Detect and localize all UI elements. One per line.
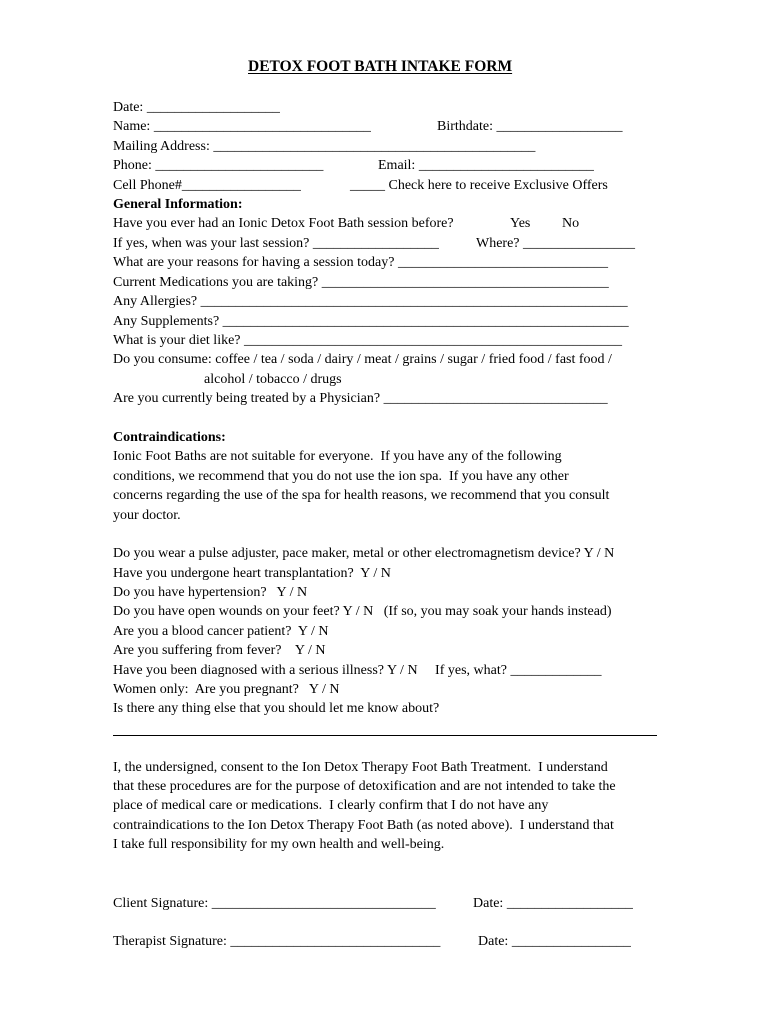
name-field[interactable]: Name: _______________________________ (113, 119, 371, 134)
date-field[interactable]: Date: ___________________ (113, 100, 280, 115)
consent-line: contraindications to the Ion Detox Therapy Foot Bath (as noted above). I understand that (113, 818, 614, 833)
previous-session-question: Have you ever had an Ionic Detox Foot Bath session before? (113, 216, 454, 231)
heart-transplant-question[interactable]: Have you undergone heart transplantation? Y / N (113, 566, 391, 581)
therapist-signature-date-field[interactable]: Date: _________________ (478, 934, 631, 949)
diet-field[interactable]: What is your diet like? ______________________________________________________ (113, 333, 623, 348)
open-wounds-question[interactable]: Do you have open wounds on your feet? Y / N (If so, you may soak your hands instead) (113, 604, 612, 619)
phone-field[interactable]: Phone: ________________________ (113, 158, 324, 173)
physician-field[interactable]: Are you currently being treated by a Physician? ________________________________ (113, 391, 608, 406)
serious-illness-question[interactable]: Have you been diagnosed with a serious illness? Y / N If yes, what? _____________ (113, 663, 602, 678)
previous-session-yes[interactable]: Yes (510, 216, 531, 231)
general-information-heading: General Information: (113, 197, 243, 212)
medications-field[interactable]: Current Medications you are taking? _________________________________________ (113, 275, 609, 290)
birthdate-field[interactable]: Birthdate: __________________ (437, 119, 623, 134)
electromagnetic-device-question[interactable]: Do you wear a pulse adjuster, pace maker, metal or other electromagnetism device? Y / N (113, 546, 615, 561)
consume-question-line-1: Do you consume: coffee / tea / soda / dairy / meat / grains / sugar / fried food / fast food / (113, 352, 612, 367)
consent-line: I take full responsibility for my own health and well-being. (113, 837, 445, 852)
anything-else-answer-line[interactable] (113, 735, 657, 736)
contraindications-intro-line: concerns regarding the use of the spa for health reasons, we recommend that you consult (113, 488, 610, 503)
form-title: DETOX FOOT BATH INTAKE FORM (248, 58, 513, 75)
anything-else-question: Is there any thing else that you should let me know about? (113, 701, 440, 716)
last-session-field[interactable]: If yes, when was your last session? __________________ (113, 236, 439, 251)
contraindications-intro-line: conditions, we recommend that you do not use the ion spa. If you have any other (113, 469, 569, 484)
reasons-field[interactable]: What are your reasons for having a session today? ______________________________ (113, 255, 608, 270)
where-field[interactable]: Where? ________________ (476, 236, 636, 251)
exclusive-offers-checkbox[interactable]: _____ Check here to receive Exclusive Offers (350, 178, 608, 193)
previous-session-no[interactable]: No (562, 216, 580, 231)
consent-line: place of medical care or medications. I clearly confirm that I do not have any (113, 798, 549, 813)
client-signature-date-field[interactable]: Date: __________________ (473, 896, 633, 911)
fever-question[interactable]: Are you suffering from fever? Y / N (113, 643, 326, 658)
supplements-field[interactable]: Any Supplements? __________________________________________________________ (113, 314, 629, 329)
allergies-field[interactable]: Any Allergies? _____________________________________________________________ (113, 294, 628, 309)
therapist-signature-field[interactable]: Therapist Signature: ______________________________ (113, 934, 441, 949)
mailing-address-field[interactable]: Mailing Address: ______________________________________________ (113, 139, 536, 154)
email-field[interactable]: Email: _________________________ (378, 158, 594, 173)
consent-line: that these procedures are for the purpose of detoxification and are not intended to take the (113, 779, 616, 794)
hypertension-question[interactable]: Do you have hypertension? Y / N (113, 585, 308, 600)
cell-phone-field[interactable]: Cell Phone#_________________ (113, 178, 301, 193)
client-signature-field[interactable]: Client Signature: ________________________________ (113, 896, 436, 911)
blood-cancer-question[interactable]: Are you a blood cancer patient? Y / N (113, 624, 329, 639)
contraindications-heading: Contraindications: (113, 430, 226, 445)
consume-question-line-2: alcohol / tobacco / drugs (204, 372, 342, 387)
contraindications-intro-line: your doctor. (113, 508, 181, 523)
pregnancy-question[interactable]: Women only: Are you pregnant? Y / N (113, 682, 340, 697)
consent-line: I, the undersigned, consent to the Ion Detox Therapy Foot Bath Treatment. I understand (113, 760, 608, 775)
contraindications-intro-line: Ionic Foot Baths are not suitable for everyone. If you have any of the following (113, 449, 562, 464)
